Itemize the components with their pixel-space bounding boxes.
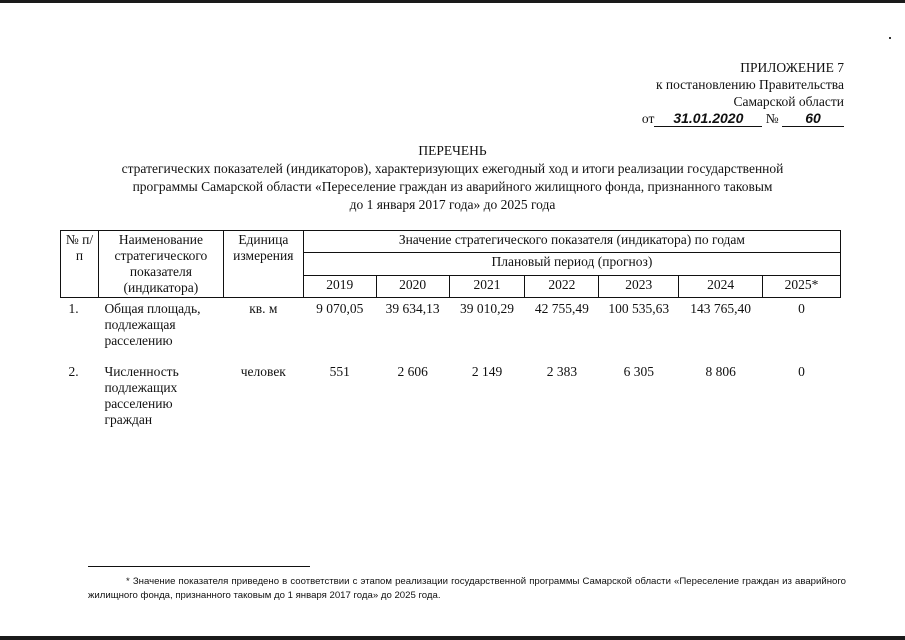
scan-top-border [0,0,905,3]
header-values: Значение стратегического показателя (индикатора) по годам [303,231,840,253]
document-title [40,142,865,214]
scan-speck [889,37,891,39]
table-row [61,298,841,363]
header-name: Наименование стратегического показателя (индикатора) [98,231,223,298]
indicator-value: 0 [798,364,805,379]
header-no: № п/п [61,231,99,298]
from-label: от [641,111,655,126]
indicator-unit: кв. м [249,301,278,316]
indicator-value: 9 070,05 [316,301,364,316]
table-row [61,362,841,435]
title-heading: ПЕРЕЧЕНЬ [418,143,487,158]
indicator-unit: человек [240,364,286,379]
appendix-resolution: к постановлению Правительства [655,77,844,92]
appendix-region: Самарской области [733,94,844,109]
appendix-number: ПРИЛОЖЕНИЕ 7 [740,60,844,75]
indicator-value: 42 755,49 [534,301,589,316]
indicator-name: Численность подлежащих расселению граждан [104,364,179,427]
header-year: 2023 [599,275,679,297]
indicator-value: 2 149 [471,364,503,379]
indicator-value: 39 634,13 [385,301,440,316]
indicator-value: 551 [329,364,350,379]
header-year: 2019 [303,275,376,297]
resolution-date: 31.01.2020 [654,111,762,127]
indicator-value: 39 010,29 [460,301,515,316]
title-line-1: стратегических показателей (индикаторов), характеризующих ежегодный ход и итоги реализации государственной [121,161,784,176]
indicator-value: 2 606 [397,364,428,379]
number-label: № [765,111,779,126]
row-number: 1. [68,301,79,316]
title-line-2: программы Самарской области «Переселение граждан из аварийного жилищного фонда, признанного таковым [132,179,773,194]
indicator-name: Общая площадь, подлежащая расселению [104,301,201,348]
indicator-value: 143 765,40 [690,301,751,316]
title-line-3: до 1 января 2017 года» до 2025 года [349,197,556,212]
header-unit: Единица измерения [223,231,303,298]
footnote-separator [88,566,310,567]
indicator-value: 8 806 [705,364,736,379]
scan-bottom-border [0,636,905,640]
indicator-value: 2 383 [546,364,578,379]
header-year: 2020 [376,275,449,297]
resolution-number: 60 [782,111,844,127]
header-year: 2025* [763,275,841,297]
header-year: 2022 [525,275,599,297]
header-year: 2021 [449,275,525,297]
indicator-value: 100 535,63 [608,301,670,316]
appendix-block [584,59,844,127]
row-number: 2. [68,364,79,379]
header-planned-period: Плановый период (прогноз) [303,253,840,275]
footnote: * Значение показателя приведено в соответствии с этапом реализации государственной программы Самарской области «Переселение граждан из аварийного жилищного фонда, признанного таковым до 1 января 2017 года» до 2025 года. [88,576,846,601]
appendix-date-line [642,110,844,127]
header-year: 2024 [679,275,763,297]
indicator-value: 6 305 [623,364,654,379]
indicator-value: 0 [798,301,805,316]
indicators-table [60,230,841,435]
